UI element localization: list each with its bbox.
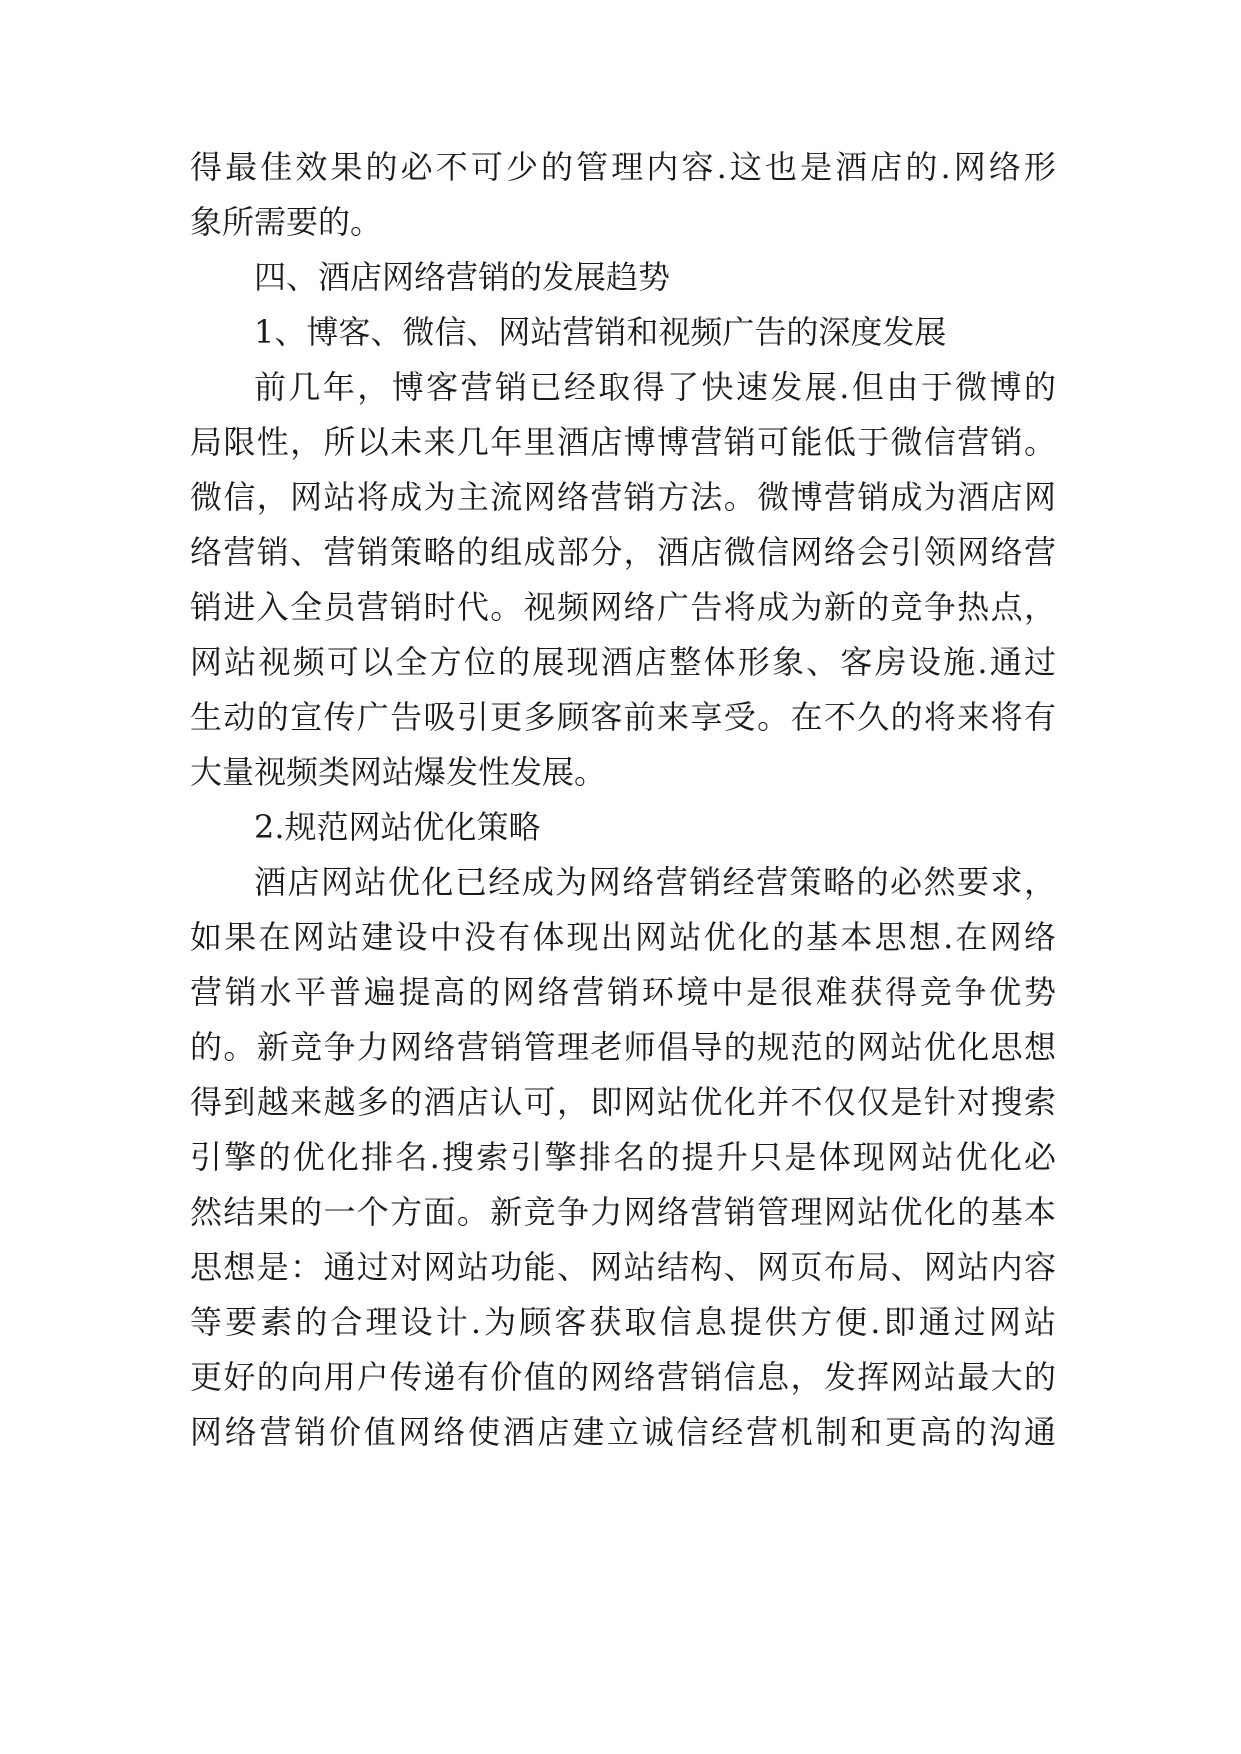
text-line: 得到越来越多的酒店认可，即网站优化并不仅仅是针对搜索	[190, 1083, 1056, 1121]
text-line: 酒店网站优化已经成为网络营销经营策略的必然要求，	[254, 863, 1056, 901]
subsection-heading: 2.规范网站优化策略	[254, 808, 541, 846]
section-heading: 四、酒店网络营销的发展趋势	[254, 258, 671, 296]
text-line: 络营销、营销策略的组成部分，酒店微信网络会引领网络营	[190, 533, 1056, 571]
text-line: 引擎的优化排名.搜索引擎排名的提升只是体现网站优化必	[190, 1138, 1056, 1176]
text-line: 生动的宣传广告吸引更多顾客前来享受。在不久的将来将有	[190, 698, 1056, 736]
text-line: 营销水平普遍提高的网络营销环境中是很难获得竞争优势	[190, 973, 1056, 1011]
text-line: 大量视频类网站爆发性发展。	[190, 753, 607, 791]
subsection-heading: 1、博客、微信、网站营销和视频广告的深度发展	[254, 313, 947, 351]
text-line: 网站视频可以全方位的展现酒店整体形象、客房设施.通过	[190, 643, 1056, 681]
text-line: 得最佳效果的必不可少的管理内容.这也是酒店的.网络形	[190, 148, 1056, 186]
text-line: 微信，网站将成为主流网络营销方法。微博营销成为酒店网	[190, 478, 1056, 516]
text-line: 如果在网站建设中没有体现出网站优化的基本思想.在网络	[190, 918, 1056, 956]
text-line: 局限性，所以未来几年里酒店博博营销可能低于微信营销。	[190, 423, 1056, 461]
text-line: 销进入全员营销时代。视频网络广告将成为新的竞争热点，	[190, 588, 1056, 626]
text-line: 等要素的合理设计.为顾客获取信息提供方便.即通过网站	[190, 1303, 1056, 1341]
text-line: 的。新竞争力网络营销管理老师倡导的规范的网站优化思想	[190, 1028, 1056, 1066]
text-line: 然结果的一个方面。新竞争力网络营销管理网站优化的基本	[190, 1193, 1056, 1231]
text-line: 网络营销价值网络使酒店建立诚信经营机制和更高的沟通	[190, 1413, 1056, 1451]
text-line: 前几年，博客营销已经取得了快速发展.但由于微博的	[254, 368, 1056, 406]
text-line: 象所需要的。	[190, 203, 383, 241]
text-line: 思想是：通过对网站功能、网站结构、网页布局、网站内容	[190, 1248, 1056, 1286]
text-line: 更好的向用户传递有价值的网络营销信息，发挥网站最大的	[190, 1358, 1056, 1396]
